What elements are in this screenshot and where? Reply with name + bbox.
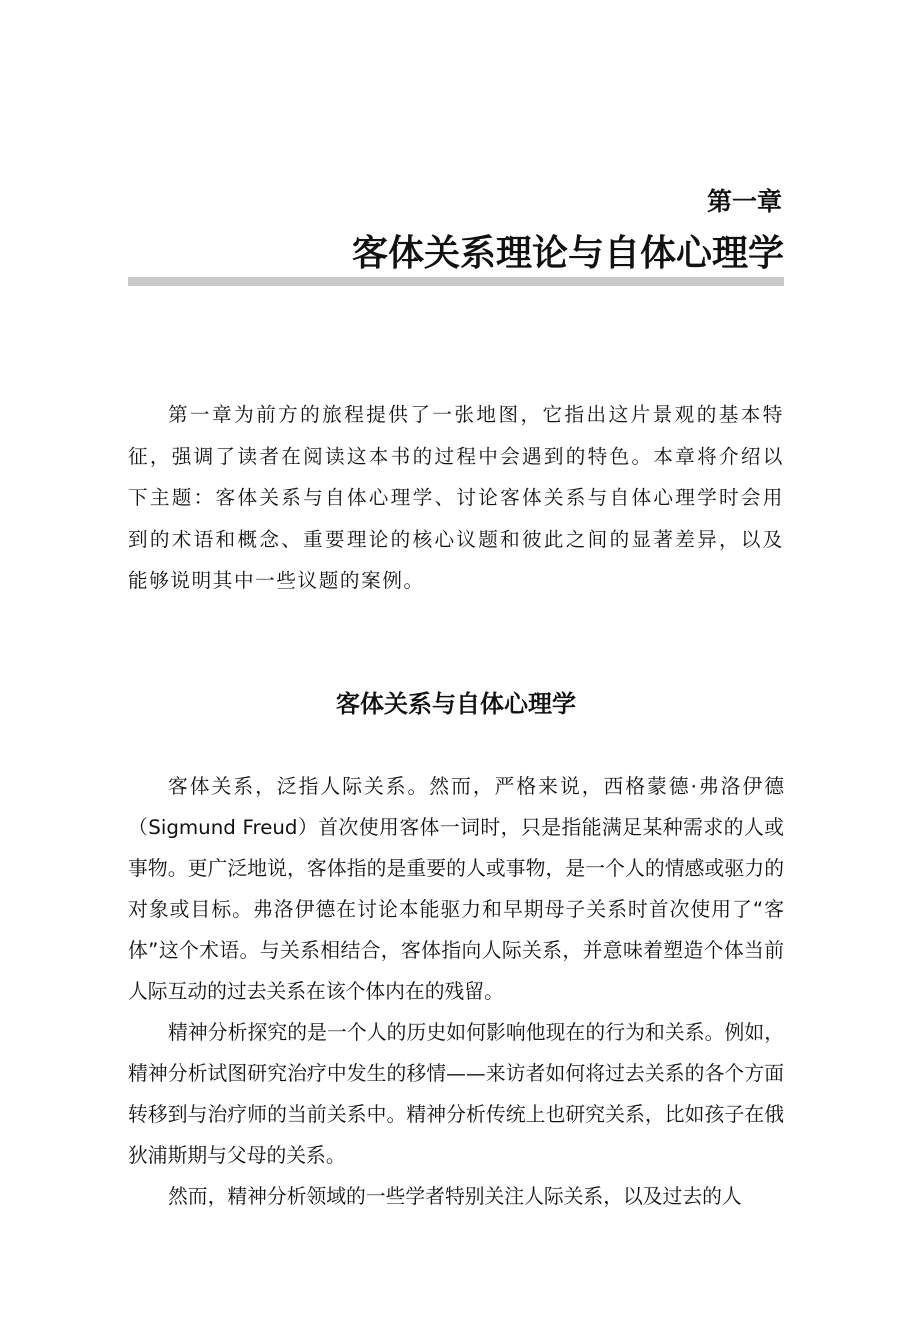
title-underline-rule xyxy=(128,277,784,286)
chapter-intro-paragraph: 第一章为前方的旅程提供了一张地图，它指出这片景观的基本特征，强调了读者在阅读这本书的过程中会遇到的特色。本章将介绍以下主题：客体关系与自体心理学、讨论客体关系与自体心理学时会用到的术语和概念、重要理论的核心议题和彼此之间的显著差异，以及能够说明其中一些议题的案例。 xyxy=(128,403,784,592)
section-heading: 客体关系与自体心理学 xyxy=(336,690,576,718)
section-body xyxy=(128,766,784,1217)
body-paragraph-3: 然而，精神分析领域的一些学者特别关注人际关系，以及过去的人 xyxy=(168,1185,742,1208)
body-paragraph-1: 客体关系，泛指人际关系。然而，严格来说，西格蒙德·弗洛伊德（Sigmund Freud）首次使用客体一词时，只是指能满足某种需求的人或事物。更广泛地说，客体指的是重要的人或事物，是一个人的情感或驱力的对象或目标。弗洛伊德在讨论本能驱力和早期母子关系时首次使用了“客体”这个术语。与关系相结合，客体指向人际关系，并意味着塑造个体当前人际互动的过去关系在该个体内在的残留。 xyxy=(128,775,784,1003)
chapter-title: 客体关系理论与自体心理学 xyxy=(351,233,784,274)
body-paragraph-2: 精神分析探究的是一个人的历史如何影响他现在的行为和关系。例如，精神分析试图研究治疗中发生的移情——来访者如何将过去关系的各个方面转移到与治疗师的当前关系中。精神分析传统上也研究关系，比如孩子在俄狄浦斯期与父母的关系。 xyxy=(128,1021,784,1167)
chapter-number: 第一章 xyxy=(706,187,782,216)
